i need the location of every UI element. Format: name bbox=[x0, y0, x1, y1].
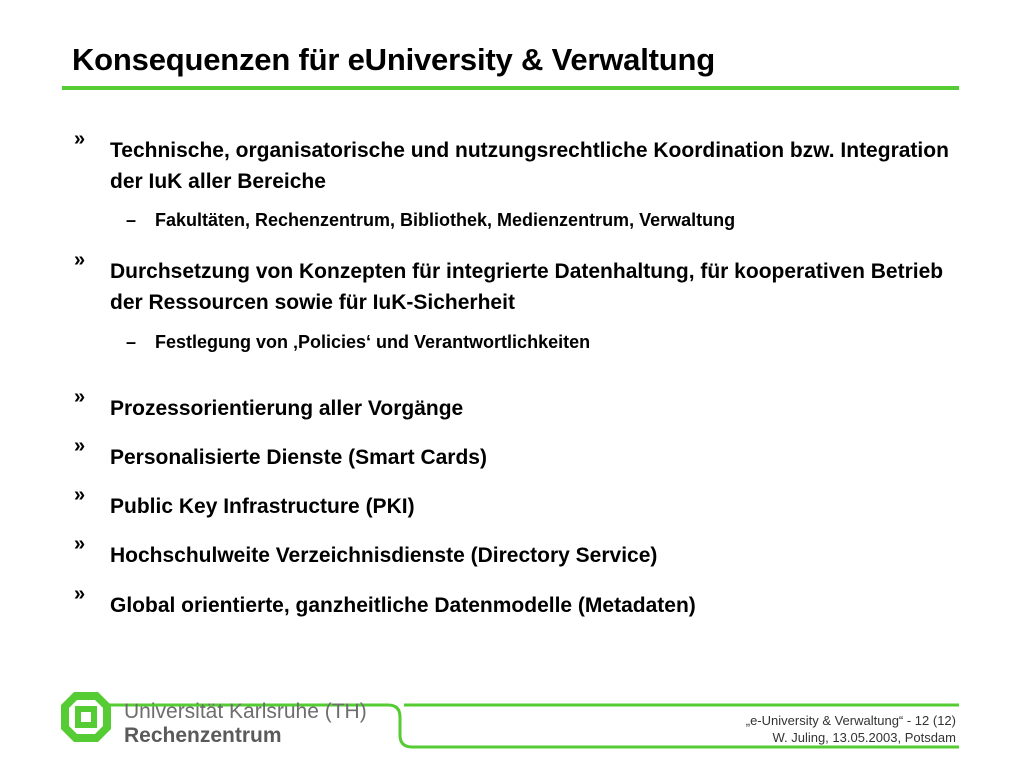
bullet-text: Hochschulweite Verzeichnisdienste (Directory Service) bbox=[110, 544, 658, 567]
bullet-marker: » bbox=[74, 583, 86, 605]
bullet-marker: » bbox=[74, 249, 86, 271]
bullet-marker: » bbox=[74, 435, 86, 457]
author-date: W. Juling, 13.05.2003, Potsdam bbox=[772, 730, 956, 745]
slide-title: Konsequenzen für eUniversity & Verwaltung bbox=[72, 42, 715, 77]
university-logo-icon bbox=[60, 691, 112, 743]
footer-meta bbox=[746, 712, 956, 746]
university-name: Universität Karlsruhe (TH) bbox=[124, 700, 367, 723]
bullet-text: Technische, organisatorische und nutzungsrechtliche Koordination bzw. Integration der IuK aller Bereiche bbox=[110, 139, 949, 193]
bullet-marker: » bbox=[74, 484, 86, 506]
bullet-marker: » bbox=[74, 386, 86, 408]
sub-bullet-marker: – bbox=[126, 210, 137, 230]
bullet-text: Personalisierte Dienste (Smart Cards) bbox=[110, 446, 487, 469]
bullet-text: Durchsetzung von Konzepten für integrierte Datenhaltung, für kooperativen Betrieb der Ressourcen sowie für IuK-Sicherheit bbox=[110, 260, 944, 314]
sub-bullet-text: Festlegung von ‚Policies‘ und Verantwortlichkeiten bbox=[155, 332, 591, 352]
talk-info: „e-University & Verwaltung“ - 12 (12) bbox=[745, 713, 956, 728]
sub-bullet-marker: – bbox=[126, 332, 137, 352]
bullet-marker: » bbox=[74, 533, 86, 555]
sub-bullet-text: Fakultäten, Rechenzentrum, Bibliothek, Medienzentrum, Verwaltung bbox=[155, 210, 736, 230]
bullet-text: Global orientierte, ganzheitliche Datenmodelle (Metadaten) bbox=[110, 594, 696, 617]
bullet-marker: » bbox=[74, 128, 86, 150]
bullet-text: Public Key Infrastructure (PKI) bbox=[110, 495, 415, 518]
department-name: Rechenzentrum bbox=[124, 724, 282, 747]
bullet-text: Prozessorientierung aller Vorgänge bbox=[110, 397, 464, 420]
